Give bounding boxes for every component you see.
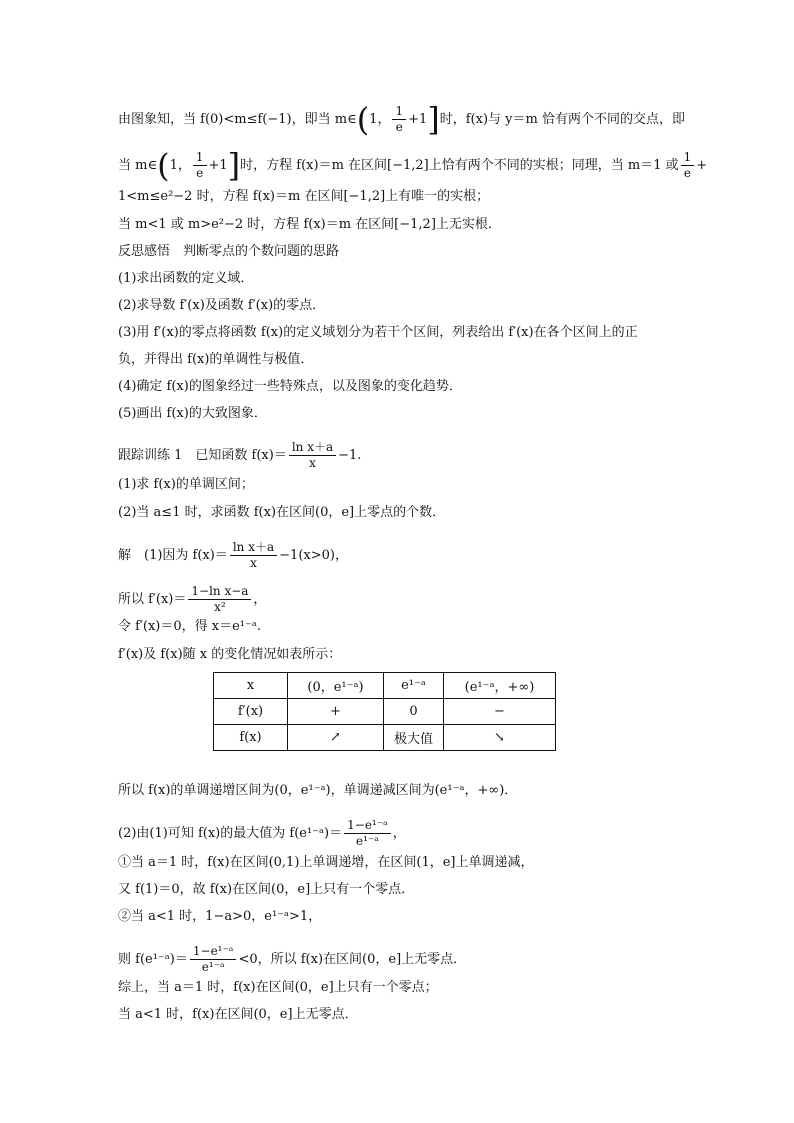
numerator: 1−e¹⁻ᵃ bbox=[347, 818, 388, 832]
table-cell: + bbox=[288, 699, 384, 725]
line-9: 负，并得出 f(x)的单调性与极值． bbox=[118, 352, 314, 367]
bracket-right: ] bbox=[227, 146, 241, 185]
line-7: (2)求导数 f′(x)及函数 f′(x)的零点． bbox=[118, 298, 326, 313]
line-17: 令 f′(x)＝0，得 x＝e¹⁻ᵃ. bbox=[118, 619, 262, 634]
table-cell: ↗ bbox=[288, 725, 384, 751]
bracket-left: ( bbox=[157, 146, 170, 185]
fraction bbox=[230, 540, 277, 571]
line-13: (1)求 f(x)的单调区间； bbox=[118, 477, 254, 492]
text: 解 (1)因为 f(x)＝ bbox=[118, 548, 228, 563]
line-26: 当 a<1 时，f(x)在区间(0，e]上无零点． bbox=[118, 1007, 358, 1022]
denominator: e bbox=[681, 165, 695, 181]
denominator: e¹⁻ᵃ bbox=[344, 833, 391, 849]
denominator: x² bbox=[188, 599, 251, 615]
fraction bbox=[289, 440, 336, 471]
text: 1， bbox=[369, 112, 391, 127]
denominator: e bbox=[193, 165, 207, 181]
text: 跟踪训练 1 已知函数 f(x)＝ bbox=[118, 448, 287, 463]
line-23: ②当 a<1 时，1−a>0，e¹⁻ᵃ>1， bbox=[118, 909, 322, 924]
line-12 bbox=[118, 440, 361, 471]
table-cell: x bbox=[214, 673, 288, 699]
table-cell: (0，e¹⁻ᵃ) bbox=[288, 673, 384, 699]
text: −1(x>0)， bbox=[279, 548, 348, 563]
text: ， bbox=[392, 826, 406, 841]
text: +1 bbox=[208, 158, 228, 173]
line-10: (4)确定 f(x)的图象经过一些特殊点，以及图象的变化趋势． bbox=[118, 379, 462, 394]
text: <0，所以 f(x)在区间(0，e]上无零点． bbox=[238, 952, 467, 967]
bracket-left: ( bbox=[356, 100, 370, 139]
numerator: ln x＋a bbox=[291, 440, 334, 454]
numerator: ln x＋a bbox=[232, 540, 275, 554]
numerator: 1 bbox=[683, 150, 692, 164]
denominator: e bbox=[392, 119, 406, 135]
line-21: ①当 a＝1 时，f(x)在区间(0,1)上单调递增，在区间(1，e]上单调递减， bbox=[118, 855, 534, 870]
line-16 bbox=[118, 584, 266, 615]
line-14: (2)当 a≤1 时，求函数 f(x)在区间(0，e]上零点的个数． bbox=[118, 505, 446, 520]
line-19: 所以 f(x)的单调递增区间为(0，e¹⁻ᵃ)，单调递减区间为(e¹⁻ᵃ，+∞)． bbox=[118, 783, 518, 798]
numerator: 1−e¹⁻ᵃ bbox=[192, 944, 234, 958]
fraction bbox=[392, 104, 406, 135]
text: −1. bbox=[338, 448, 362, 463]
section-heading: 反思感悟 判断零点的个数问题的思路 bbox=[118, 244, 340, 259]
line-1 bbox=[118, 100, 685, 139]
table-row bbox=[214, 699, 556, 725]
table-row bbox=[214, 725, 556, 751]
bracket-right: ] bbox=[427, 100, 440, 139]
numerator: 1 bbox=[195, 150, 204, 164]
text: 所以 f′(x)＝ bbox=[118, 592, 187, 607]
denominator: e¹⁻ᵃ bbox=[190, 959, 237, 975]
text: 由图象知，当 f(0)<m≤f(−1)，即当 m∈ bbox=[118, 112, 357, 127]
line-25: 综上，当 a＝1 时，f(x)在区间(0，e]上只有一个零点； bbox=[118, 980, 438, 995]
fraction bbox=[344, 818, 391, 849]
numerator: 1 bbox=[395, 104, 404, 118]
table-cell: e¹⁻ᵃ bbox=[384, 673, 444, 699]
line-24 bbox=[118, 944, 466, 975]
text: 时，方程 f(x)＝m 在区间[−1,2]上恰有两个不同的实根；同理，当 m＝1 或 bbox=[240, 158, 679, 173]
table-cell: f(x) bbox=[214, 725, 288, 751]
line-22: 又 f(1)＝0，故 f(x)在区间(0，e]上只有一个零点． bbox=[118, 882, 415, 897]
line-11: (5)画出 f(x)的大致图象． bbox=[118, 406, 267, 421]
text: ， bbox=[253, 592, 267, 607]
table-cell: 0 bbox=[384, 699, 444, 725]
variation-table bbox=[213, 672, 556, 751]
denominator: x bbox=[230, 555, 277, 571]
fraction bbox=[190, 944, 237, 975]
numerator: 1−ln x−a bbox=[191, 584, 249, 598]
table-cell: − bbox=[444, 699, 556, 725]
fraction bbox=[188, 584, 251, 615]
table-cell: 极大值 bbox=[384, 725, 444, 751]
fraction bbox=[193, 150, 207, 181]
text: 1， bbox=[169, 158, 191, 173]
text: (2)由(1)可知 f(x)的最大值为 f(e¹⁻ᵃ)＝ bbox=[118, 826, 343, 841]
table-cell: (e¹⁻ᵃ，+∞) bbox=[444, 673, 556, 699]
line-2 bbox=[118, 146, 708, 185]
fraction bbox=[681, 150, 695, 181]
text: + bbox=[696, 158, 708, 173]
line-15 bbox=[118, 540, 348, 571]
text: 时，f(x)与 y＝m 恰有两个不同的交点，即 bbox=[439, 112, 685, 127]
line-4: 当 m<1 或 m>e²−2 时，方程 f(x)＝m 在区间[−1,2]上无实根． bbox=[118, 217, 501, 232]
line-18: f′(x)及 f(x)随 x 的变化情况如表所示： bbox=[118, 647, 342, 662]
text: 则 f(e¹⁻ᵃ)＝ bbox=[118, 952, 188, 967]
table-cell: ↘ bbox=[444, 725, 556, 751]
text: 当 m∈ bbox=[118, 158, 158, 173]
line-3: 1<m≤e²−2 时，方程 f(x)＝m 在区间[−1,2]上有唯一的实根； bbox=[118, 189, 490, 204]
line-20 bbox=[118, 818, 406, 849]
table-cell: f′(x) bbox=[214, 699, 288, 725]
table-row bbox=[214, 673, 556, 699]
line-8: (3)用 f′(x)的零点将函数 f(x)的定义域划分为若干个区间，列表给出 f′(x)在各个区间上的正 bbox=[118, 325, 638, 340]
denominator: x bbox=[289, 455, 336, 471]
text: +1 bbox=[408, 112, 428, 127]
line-6: (1)求出函数的定义域． bbox=[118, 271, 254, 286]
